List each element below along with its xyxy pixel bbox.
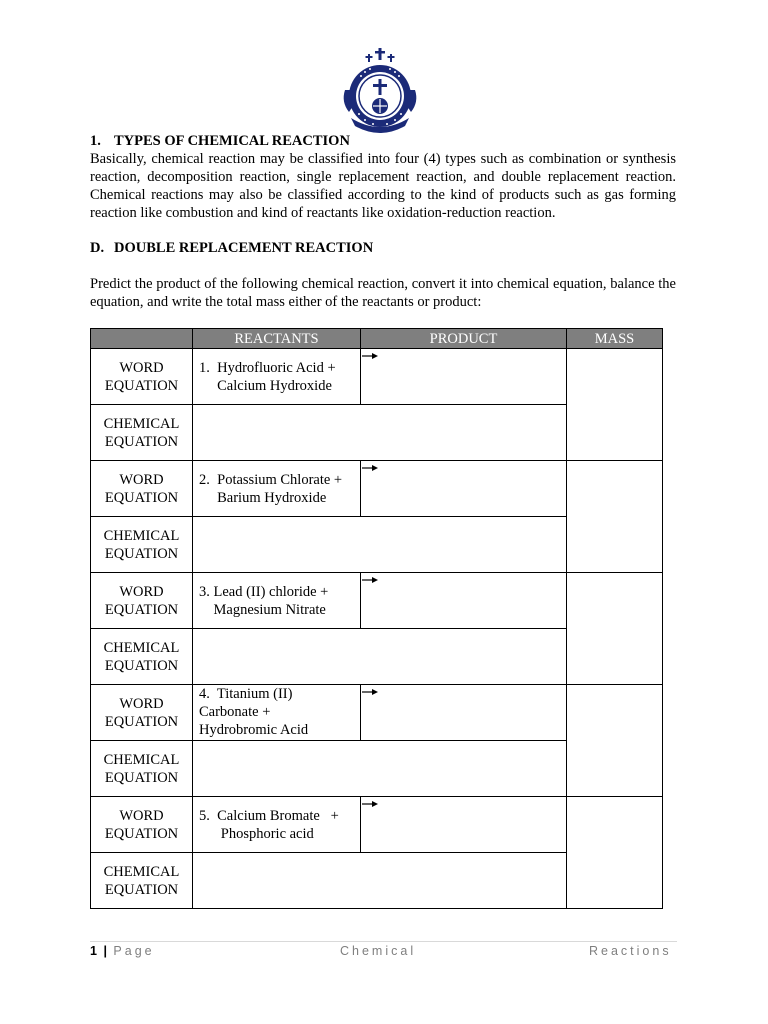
instructions-paragraph: Predict the product of the following chemical reaction, convert it into chemical equation, balance the equation, and write the total mass either of the reactants or product: — [90, 276, 676, 310]
chemical-equation-label: CHEMICAL EQUATION — [91, 517, 193, 573]
subsection-heading — [90, 239, 676, 257]
header-product: PRODUCT — [361, 329, 567, 349]
mass-input-cell[interactable] — [567, 797, 663, 909]
table-row — [91, 685, 663, 741]
reactant-line: 3. Lead (II) chloride + — [199, 584, 329, 600]
reactant-line: Hydrobromic Acid — [199, 722, 309, 738]
mass-input-cell[interactable] — [567, 461, 663, 573]
arrow-right-icon — [362, 576, 378, 584]
reactant-line: Barium Hydroxide — [199, 490, 327, 506]
reaction-table — [90, 328, 663, 909]
table-header-row — [91, 329, 663, 349]
chemical-equation-input-cell[interactable] — [193, 853, 567, 909]
arrow-right-icon — [362, 800, 378, 808]
reactant-cell — [193, 573, 361, 629]
product-input-cell[interactable] — [361, 573, 567, 629]
chemical-equation-input-cell[interactable] — [193, 405, 567, 461]
mass-input-cell[interactable] — [567, 349, 663, 461]
section-heading — [90, 132, 676, 150]
mass-input-cell[interactable] — [567, 573, 663, 685]
chemical-equation-label: CHEMICAL EQUATION — [91, 629, 193, 685]
chemical-equation-label: CHEMICAL EQUATION — [91, 405, 193, 461]
header-mass: MASS — [567, 329, 663, 349]
word-equation-label: WORD EQUATION — [91, 573, 193, 629]
reactant-line: Phosphoric acid — [199, 826, 314, 842]
chemical-equation-input-cell[interactable] — [193, 517, 567, 573]
reactant-line: Carbonate + — [199, 704, 271, 720]
reactant-line: Calcium Hydroxide — [199, 378, 332, 394]
reactant-cell — [193, 349, 361, 405]
word-equation-label: WORD EQUATION — [91, 461, 193, 517]
reactant-line: Magnesium Nitrate — [199, 602, 326, 618]
chemical-equation-input-cell[interactable] — [193, 741, 567, 797]
footer-page-number: 1 | Page — [90, 944, 155, 958]
arrow-right-icon — [362, 464, 378, 472]
reactant-line: 1. Hydrofluoric Acid + — [199, 360, 336, 376]
reactant-line: 4. Titanium (II) — [199, 686, 293, 702]
word-equation-label: WORD EQUATION — [91, 349, 193, 405]
table-row — [91, 573, 663, 629]
arrow-right-icon — [362, 352, 378, 360]
product-input-cell[interactable] — [361, 685, 567, 741]
document-body — [90, 132, 676, 311]
subsection-letter: D. — [90, 240, 105, 256]
reactant-line: 5. Calcium Bromate + — [199, 808, 339, 824]
word-equation-label: WORD EQUATION — [91, 797, 193, 853]
arrow-right-icon — [362, 688, 378, 696]
table-row — [91, 349, 663, 405]
mass-input-cell[interactable] — [567, 685, 663, 797]
section-title: TYPES OF CHEMICAL REACTION — [114, 133, 350, 149]
university-seal-logo — [339, 46, 421, 134]
section-number: 1. — [90, 133, 101, 149]
footer-divider — [90, 941, 677, 942]
header-reactants: REACTANTS — [193, 329, 361, 349]
reactant-cell — [193, 797, 361, 853]
footer-right-text: Reactions — [589, 944, 672, 958]
chemical-equation-input-cell[interactable] — [193, 629, 567, 685]
word-equation-label: WORD EQUATION — [91, 685, 193, 741]
reactant-cell — [193, 685, 361, 741]
reactant-line: 2. Potassium Chlorate + — [199, 472, 343, 488]
subsection-title: DOUBLE REPLACEMENT REACTION — [114, 240, 374, 256]
table-row — [91, 797, 663, 853]
product-input-cell[interactable] — [361, 461, 567, 517]
footer-center-text: Chemical — [340, 944, 417, 958]
reactant-cell — [193, 461, 361, 517]
intro-paragraph: Basically, chemical reaction may be classified into four (4) types such as combination or synthesis reaction, decomposition reaction, single replacement reaction, and double replacement reaction. Chemical reactions may also be classified according to the kind of products such as gas forming reaction like combustion and kind of reactants like oxidation-reduction reaction. — [90, 151, 676, 221]
table-row — [91, 461, 663, 517]
footer-page-label: Page — [113, 944, 155, 958]
chemical-equation-label: CHEMICAL EQUATION — [91, 741, 193, 797]
header-blank — [91, 329, 193, 349]
product-input-cell[interactable] — [361, 349, 567, 405]
chemical-equation-label: CHEMICAL EQUATION — [91, 853, 193, 909]
product-input-cell[interactable] — [361, 797, 567, 853]
